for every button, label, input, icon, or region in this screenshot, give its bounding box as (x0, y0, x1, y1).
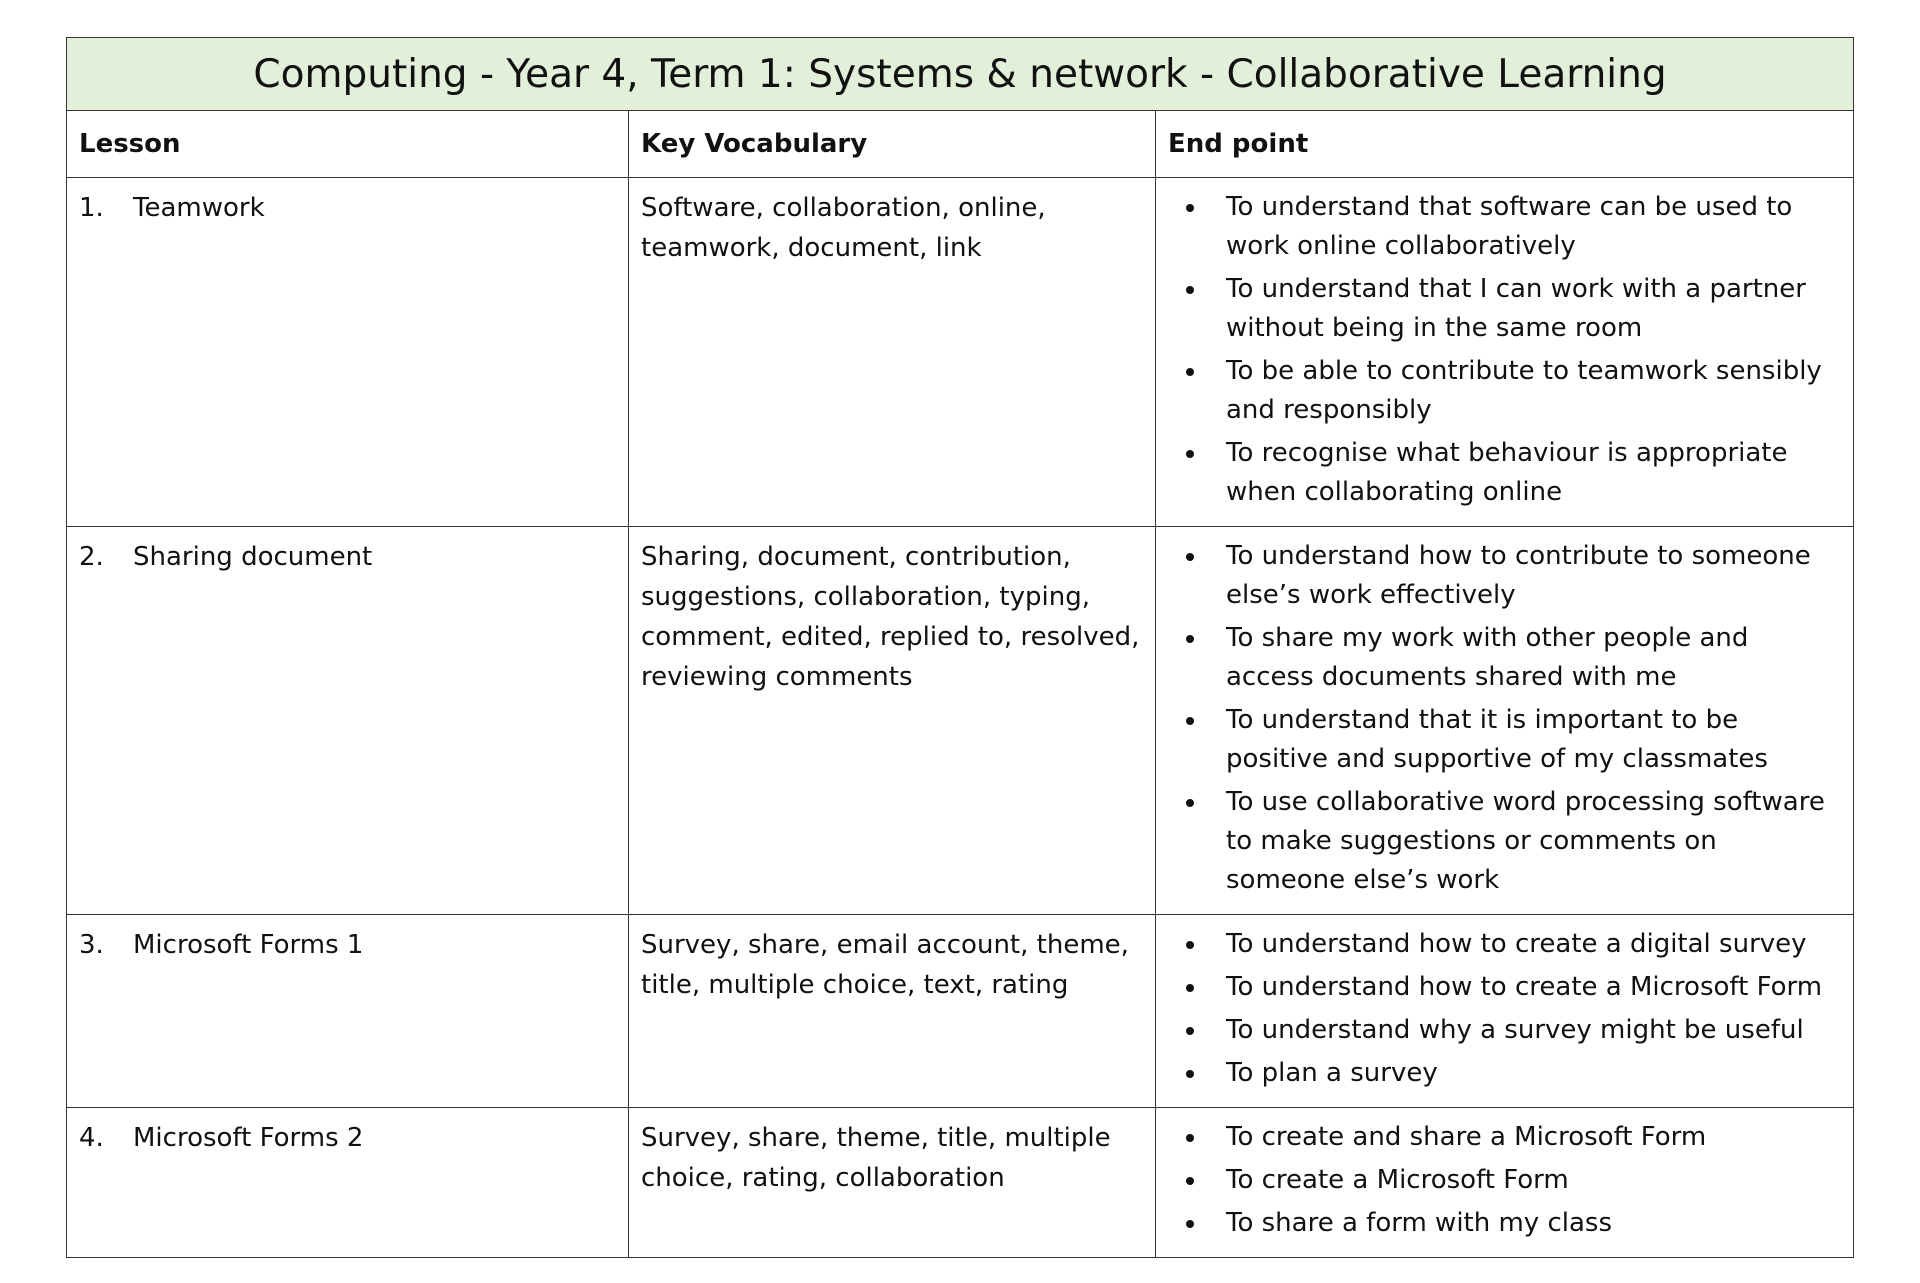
header-end-point: End point (1156, 111, 1854, 178)
end-point-item: To use collaborative word processing software to make suggestions or comments on someone else’s work (1226, 783, 1841, 900)
end-point-item: To understand how to create a Microsoft Form (1226, 968, 1841, 1007)
lesson-name: Sharing document (133, 542, 373, 572)
end-point-item: To share a form with my class (1226, 1204, 1841, 1243)
lesson-number: 4. (79, 1123, 104, 1153)
end-point-item: To understand that software can be used to work online collaboratively (1226, 188, 1841, 266)
vocabulary-cell: Survey, share, theme, title, multiple choice, rating, collaboration (629, 1108, 1156, 1258)
end-point-item: To understand that I can work with a partner without being in the same room (1226, 270, 1841, 348)
end-point-list (1168, 1118, 1841, 1243)
end-point-list (1168, 188, 1841, 512)
end-point-cell (1156, 178, 1854, 527)
end-point-list (1168, 925, 1841, 1093)
table-row (67, 915, 1854, 1108)
end-point-item: To create a Microsoft Form (1226, 1161, 1841, 1200)
table-row (67, 178, 1854, 527)
lesson-name: Microsoft Forms 2 (133, 1123, 364, 1153)
lesson-cell (67, 178, 629, 527)
lesson-number: 1. (79, 193, 104, 223)
end-point-item: To create and share a Microsoft Form (1226, 1118, 1841, 1157)
end-point-item: To understand that it is important to be positive and supportive of my classmates (1226, 701, 1841, 779)
header-vocabulary: Key Vocabulary (629, 111, 1156, 178)
table-row (67, 1108, 1854, 1258)
end-point-item: To understand how to contribute to someone else’s work effectively (1226, 537, 1841, 615)
lesson-cell (67, 1108, 629, 1258)
header-lesson: Lesson (67, 111, 629, 178)
lesson-cell (67, 527, 629, 915)
lesson-number: 2. (79, 542, 104, 572)
vocabulary-cell: Survey, share, email account, theme, title, multiple choice, text, rating (629, 915, 1156, 1108)
vocabulary-cell: Software, collaboration, online, teamwork, document, link (629, 178, 1156, 527)
lesson-cell (67, 915, 629, 1108)
end-point-item: To share my work with other people and access documents shared with me (1226, 619, 1841, 697)
end-point-item: To understand why a survey might be useful (1226, 1011, 1841, 1050)
vocabulary-cell: Sharing, document, contribution, suggestions, collaboration, typing, comment, edited, replied to, resolved, reviewing comments (629, 527, 1156, 915)
end-point-cell (1156, 915, 1854, 1108)
end-point-cell (1156, 1108, 1854, 1258)
end-point-item: To recognise what behaviour is appropriate when collaborating online (1226, 434, 1841, 512)
lesson-name: Microsoft Forms 1 (133, 930, 364, 960)
end-point-list (1168, 537, 1841, 900)
end-point-item: To plan a survey (1226, 1054, 1841, 1093)
end-point-cell (1156, 527, 1854, 915)
lesson-number: 3. (79, 930, 104, 960)
end-point-item: To be able to contribute to teamwork sensibly and responsibly (1226, 352, 1841, 430)
curriculum-table (66, 37, 1854, 1258)
table-row (67, 527, 1854, 915)
end-point-item: To understand how to create a digital survey (1226, 925, 1841, 964)
table-title: Computing - Year 4, Term 1: Systems & network - Collaborative Learning (67, 38, 1854, 111)
lesson-name: Teamwork (133, 193, 265, 223)
